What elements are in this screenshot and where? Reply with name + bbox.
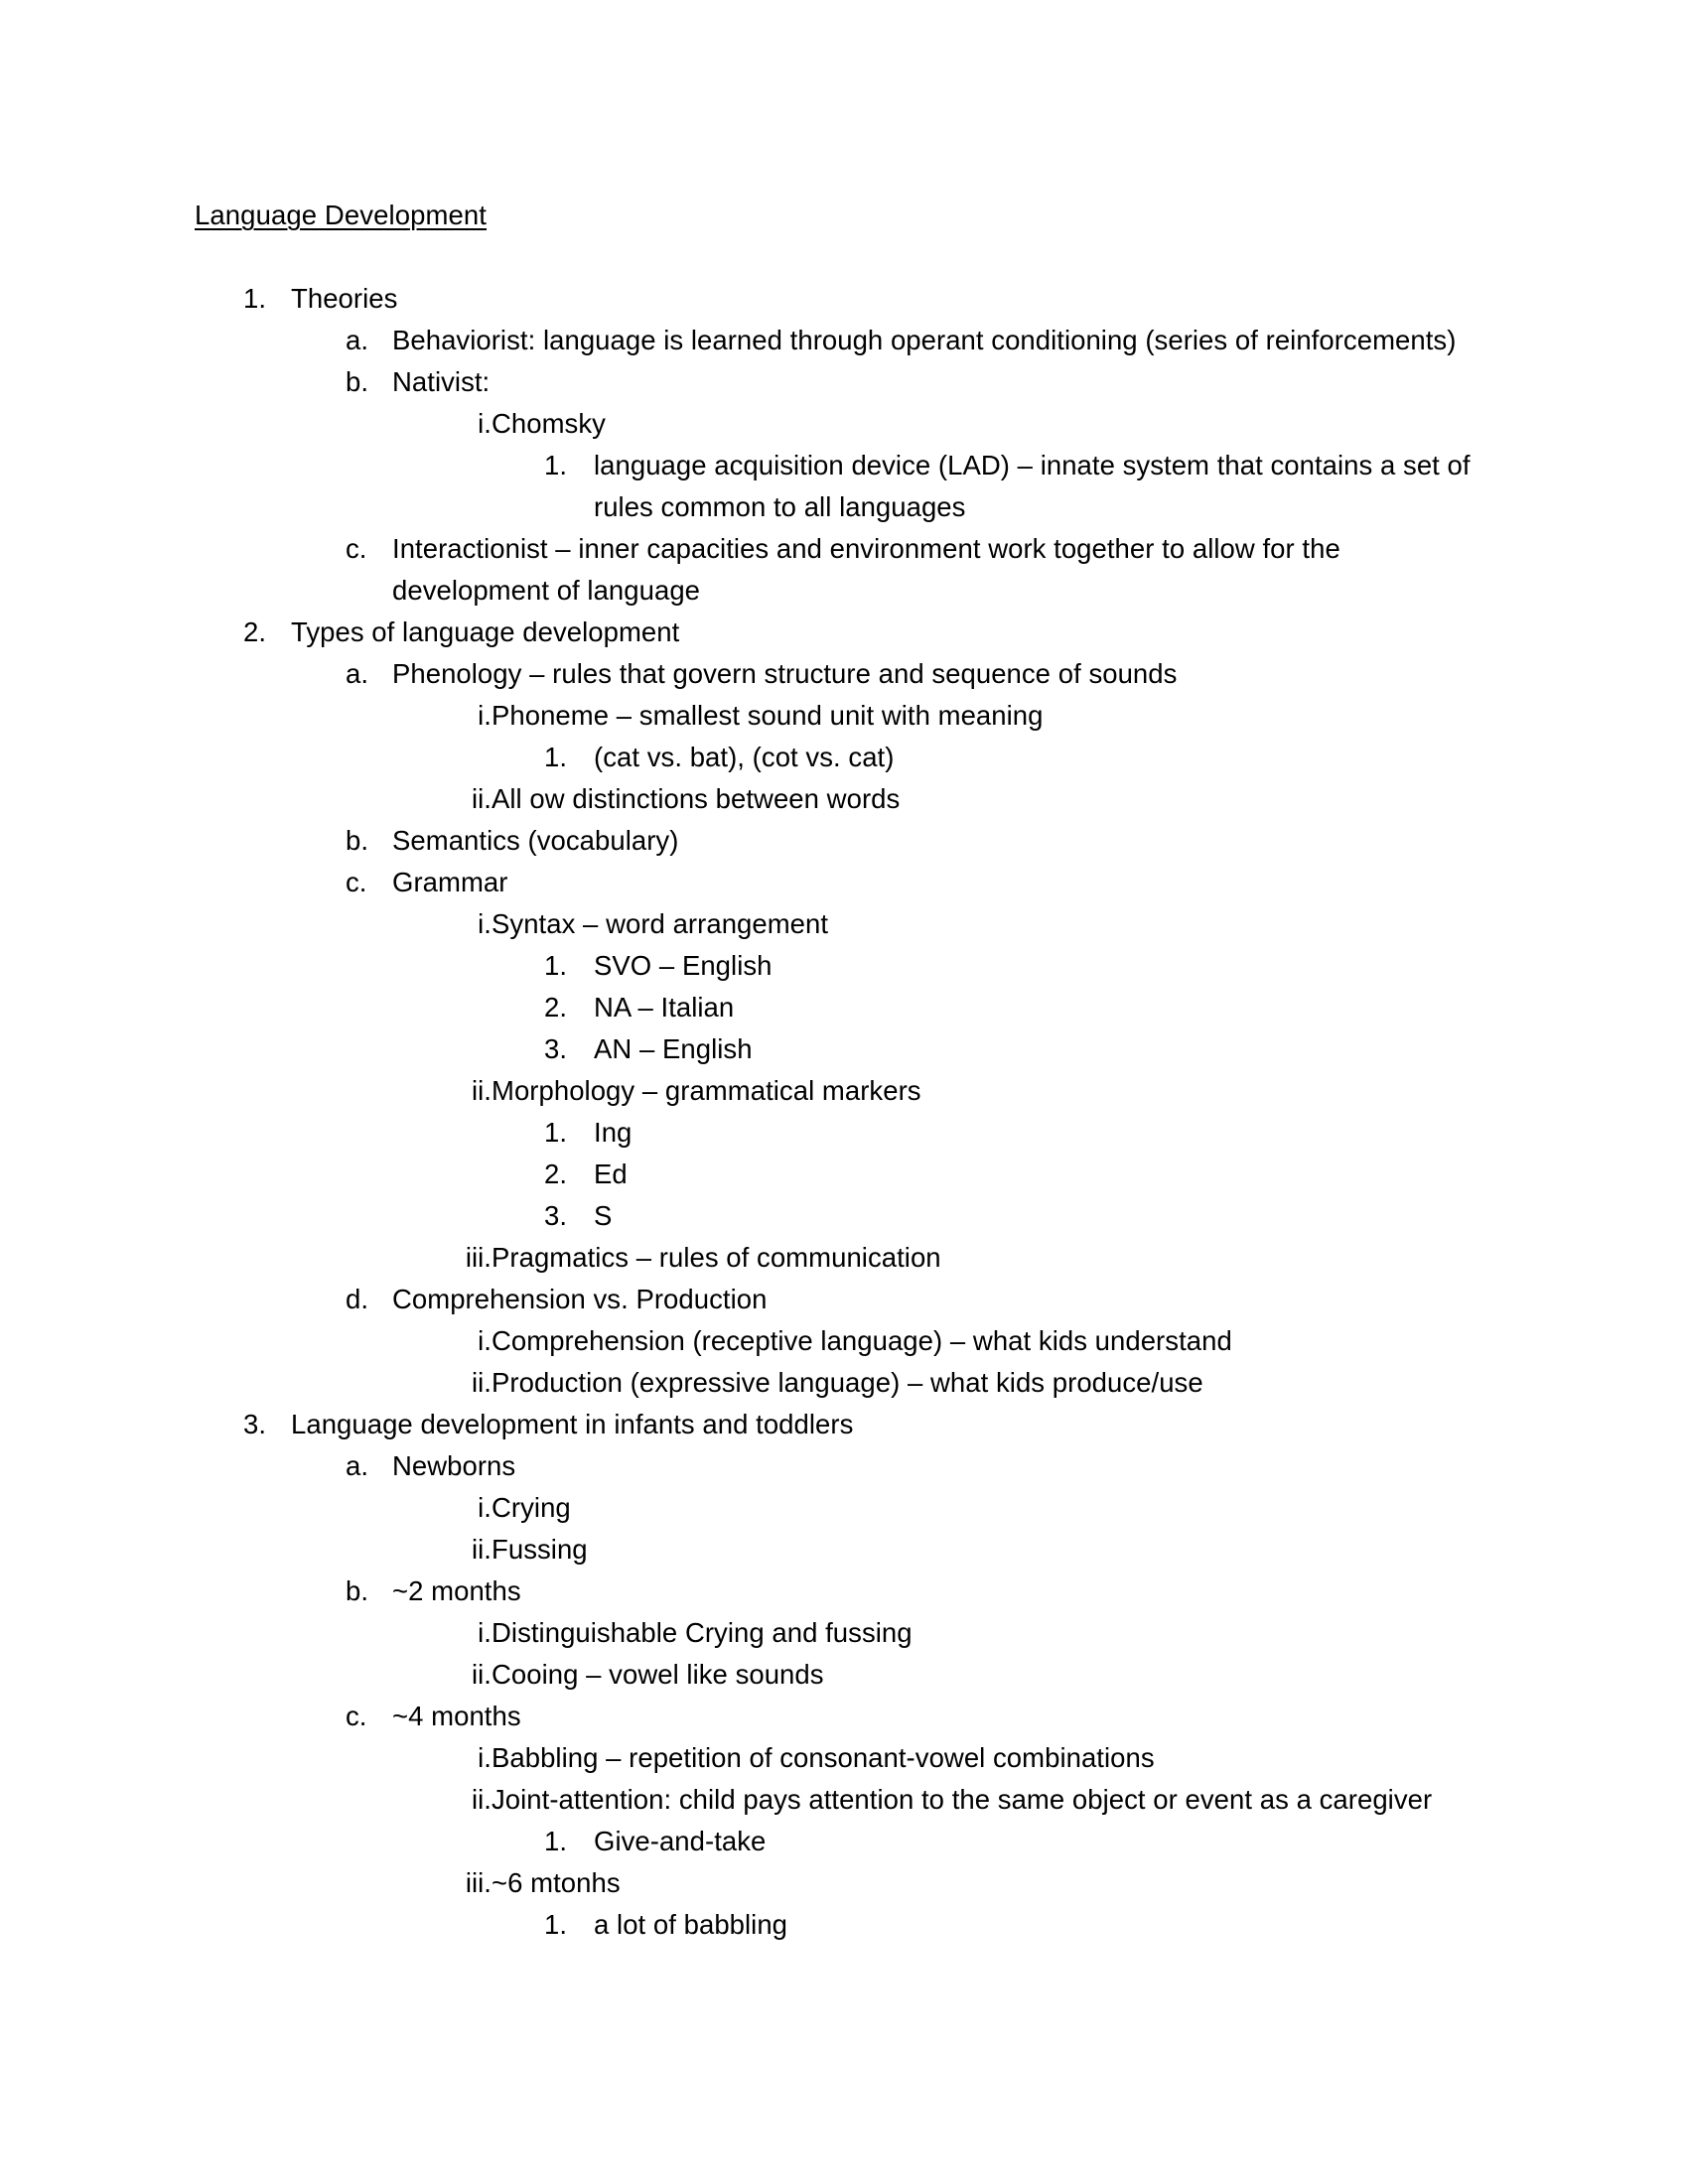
- outline-item-text: Morphology – grammatical markers: [492, 1075, 921, 1106]
- outline-item-text: Chomsky: [492, 408, 606, 439]
- outline-item: [0, 445, 1688, 528]
- outline-marker: i.: [478, 1617, 492, 1648]
- outline-item: [0, 820, 1688, 862]
- title-spacer: [0, 236, 1688, 278]
- outline-marker: 2.: [544, 1159, 568, 1189]
- outline-item-text: All ow distinctions between words: [492, 783, 901, 814]
- outline-item-text: ~4 months: [392, 1701, 521, 1731]
- outline-item: [0, 1070, 1688, 1112]
- outline-item: [0, 320, 1688, 361]
- outline-list: [0, 278, 1688, 1946]
- outline-item-text: Phoneme – smallest sound unit with meaning: [492, 700, 1044, 731]
- outline-item: [0, 528, 1688, 612]
- outline-marker: c.: [346, 1701, 367, 1731]
- outline-marker: b.: [346, 1575, 369, 1606]
- outline-item: [0, 1654, 1688, 1696]
- outline-item-text: NA – Italian: [594, 992, 735, 1023]
- outline-item-text: Ed: [594, 1159, 628, 1189]
- outline-item: [0, 1487, 1688, 1529]
- outline-item-text: Production (expressive language) – what kids produce/use: [492, 1367, 1203, 1398]
- outline-marker: c.: [346, 867, 367, 897]
- outline-item-text: Nativist:: [392, 366, 491, 397]
- outline-item-text: Language development in infants and toddlers: [291, 1409, 854, 1439]
- outline-item: [0, 1904, 1688, 1946]
- outline-item-text: Theories: [291, 283, 398, 314]
- outline-marker: c.: [346, 533, 367, 564]
- outline-item: [0, 1362, 1688, 1404]
- outline-marker: 1.: [544, 1117, 568, 1148]
- outline-item: [0, 695, 1688, 737]
- outline-item-text: AN – English: [594, 1033, 753, 1064]
- outline-item: [0, 1821, 1688, 1862]
- outline-item-text: Phenology – rules that govern structure and sequence of sounds: [392, 658, 1178, 689]
- outline-marker: 1.: [544, 950, 568, 981]
- outline-item: [0, 1028, 1688, 1070]
- outline-item-text: Pragmatics – rules of communication: [492, 1242, 941, 1273]
- outline-item: [0, 987, 1688, 1028]
- outline-item-text: Types of language development: [291, 616, 680, 647]
- outline-item-text: Behaviorist: language is learned through operant conditioning (series of reinforcements): [392, 325, 1457, 355]
- outline-item: [0, 1154, 1688, 1195]
- outline-marker: a.: [346, 325, 369, 355]
- outline-item: [0, 1279, 1688, 1320]
- outline-item: [0, 945, 1688, 987]
- outline-item: [0, 403, 1688, 445]
- outline-marker: ii.: [471, 1534, 492, 1565]
- outline-item-text: Grammar: [392, 867, 508, 897]
- outline-marker: 1.: [544, 1909, 568, 1940]
- outline-item: [0, 1404, 1688, 1445]
- outline-marker: 2.: [544, 992, 568, 1023]
- outline-item: [0, 361, 1688, 403]
- outline-marker: i.: [478, 408, 492, 439]
- outline-item-text: S: [594, 1200, 613, 1231]
- outline-marker: 1.: [544, 450, 568, 480]
- outline-item-text: Joint-attention: child pays attention to the same object or event as a caregiver: [492, 1784, 1433, 1815]
- outline-item: [0, 1570, 1688, 1612]
- outline-item: [0, 862, 1688, 903]
- outline-item-text: language acquisition device (LAD) – innate system that contains a set of rules common to all languages: [594, 450, 1471, 522]
- outline-item: [0, 653, 1688, 695]
- outline-item: [0, 1445, 1688, 1487]
- outline-marker: b.: [346, 825, 369, 856]
- outline-marker: b.: [346, 366, 369, 397]
- outline-marker: 2.: [243, 616, 267, 647]
- outline-item-text: Cooing – vowel like sounds: [492, 1659, 824, 1690]
- outline-marker: 3.: [544, 1200, 568, 1231]
- outline-item: [0, 612, 1688, 653]
- outline-item: [0, 903, 1688, 945]
- outline-item-text: Fussing: [492, 1534, 588, 1565]
- outline-marker: 1.: [544, 1826, 568, 1856]
- outline-item: [0, 1612, 1688, 1654]
- outline-item-text: Semantics (vocabulary): [392, 825, 679, 856]
- outline-item-text: Crying: [492, 1492, 571, 1523]
- outline-marker: 1.: [544, 742, 568, 772]
- document-title-row: [0, 195, 1688, 236]
- outline-marker: ii.: [471, 1659, 492, 1690]
- outline-marker: iii.: [465, 1242, 492, 1273]
- outline-item: [0, 1195, 1688, 1237]
- outline-item: [0, 737, 1688, 778]
- outline-item-text: ~2 months: [392, 1575, 521, 1606]
- outline-marker: d.: [346, 1284, 369, 1314]
- outline-item: [0, 1779, 1688, 1821]
- outline-item-text: SVO – English: [594, 950, 773, 981]
- outline-marker: i.: [478, 908, 492, 939]
- outline-marker: ii.: [471, 1075, 492, 1106]
- outline-item: [0, 1529, 1688, 1570]
- outline-marker: ii.: [471, 1784, 492, 1815]
- outline-item-text: Newborns: [392, 1450, 516, 1481]
- outline-item-text: Give-and-take: [594, 1826, 767, 1856]
- outline-item-text: a lot of babbling: [594, 1909, 788, 1940]
- page-title: Language Development: [195, 200, 488, 230]
- outline-item-text: ~6 mtonhs: [492, 1867, 621, 1898]
- outline-item: [0, 1112, 1688, 1154]
- outline-item: [0, 778, 1688, 820]
- outline-marker: ii.: [471, 1367, 492, 1398]
- outline-marker: i.: [478, 700, 492, 731]
- outline-item-text: (cat vs. bat), (cot vs. cat): [594, 742, 895, 772]
- outline-marker: ii.: [471, 783, 492, 814]
- outline-item: [0, 278, 1688, 320]
- outline-marker: i.: [478, 1325, 492, 1356]
- outline-item-text: Ing: [594, 1117, 633, 1148]
- outline-item-text: Distinguishable Crying and fussing: [492, 1617, 913, 1648]
- outline-marker: iii.: [465, 1867, 492, 1898]
- outline-item: [0, 1320, 1688, 1362]
- outline-marker: 3.: [243, 1409, 267, 1439]
- outline-marker: i.: [478, 1492, 492, 1523]
- outline-item: [0, 1237, 1688, 1279]
- outline-marker: 1.: [243, 283, 267, 314]
- outline-item: [0, 1737, 1688, 1779]
- outline-item: [0, 1696, 1688, 1737]
- outline-marker: 3.: [544, 1033, 568, 1064]
- outline-item-text: Comprehension vs. Production: [392, 1284, 768, 1314]
- outline-item-text: Babbling – repetition of consonant-vowel combinations: [492, 1742, 1155, 1773]
- outline-marker: a.: [346, 1450, 369, 1481]
- outline-marker: a.: [346, 658, 369, 689]
- outline-marker: i.: [478, 1742, 492, 1773]
- outline-item-text: Interactionist – inner capacities and environment work together to allow for the development of language: [392, 533, 1340, 606]
- outline-item: [0, 1862, 1688, 1904]
- outline-item-text: Syntax – word arrangement: [492, 908, 829, 939]
- outline-item-text: Comprehension (receptive language) – what kids understand: [492, 1325, 1232, 1356]
